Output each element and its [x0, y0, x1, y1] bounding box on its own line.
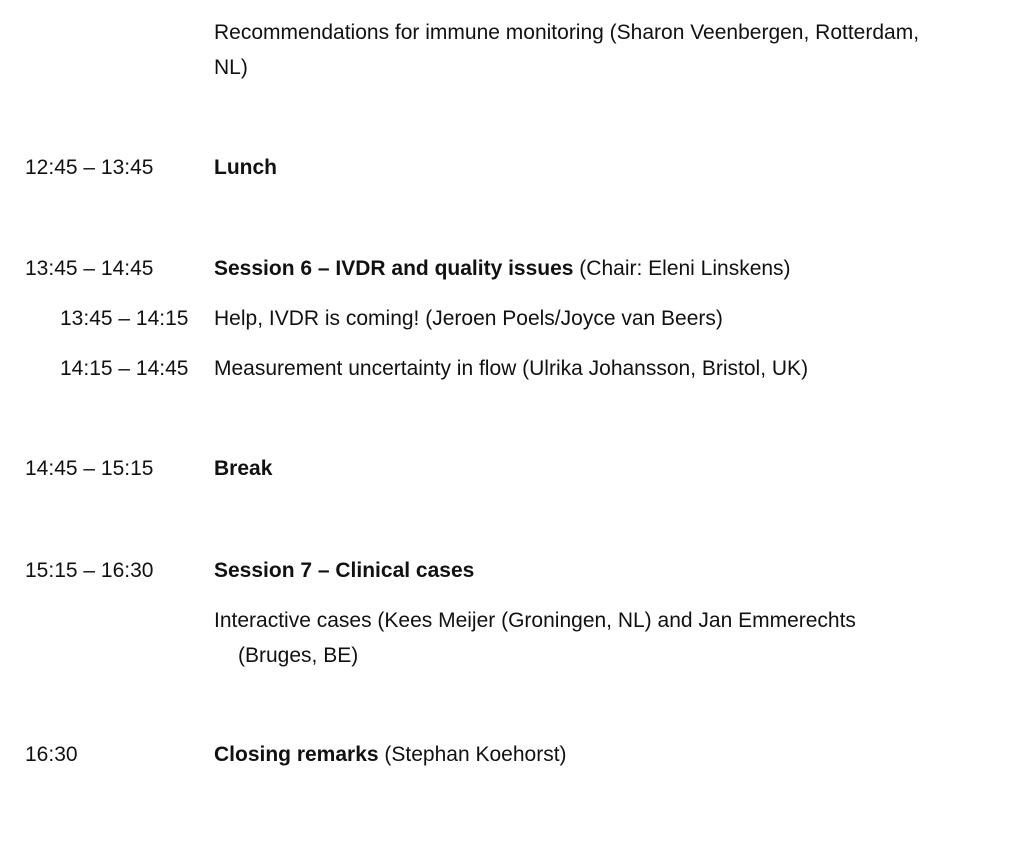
talk-title: Measurement uncertainty in flow (Ulrika Johansson, Bristol, UK) — [214, 357, 809, 380]
session7-talk-line1: Interactive cases (Kees Meijer (Groningen, NL) and Jan Emmerechts — [214, 609, 856, 632]
closing-speaker: (Stephan Koehorst) — [378, 743, 567, 766]
session7-title: Session 7 – Clinical cases — [214, 559, 475, 582]
closing-heading — [214, 742, 567, 768]
break-time: 14:45 – 15:15 — [25, 457, 154, 480]
closing-title: Closing remarks — [214, 743, 379, 766]
session6-time: 13:45 – 14:45 — [25, 257, 154, 280]
talk-recommendations-line1: Recommendations for immune monitoring (Sharon Veenbergen, Rotterdam, — [214, 21, 920, 44]
session7-talk-line2: (Bruges, BE) — [238, 644, 359, 667]
talk-recommendations-line2: NL) — [214, 56, 248, 79]
session6-title: Session 6 – IVDR and quality issues — [214, 257, 574, 280]
session6-chair: (Chair: Eleni Linskens) — [573, 257, 791, 280]
lunch-title: Lunch — [214, 156, 277, 179]
talk-time: 14:15 – 14:45 — [60, 357, 189, 380]
break-title: Break — [214, 457, 273, 480]
session6-heading — [214, 256, 791, 282]
talk-time: 13:45 – 14:15 — [60, 307, 189, 330]
session7-time: 15:15 – 16:30 — [25, 559, 154, 582]
talk-title: Help, IVDR is coming! (Jeroen Poels/Joyce van Beers) — [214, 307, 723, 330]
lunch-time: 12:45 – 13:45 — [25, 156, 154, 179]
closing-time: 16:30 — [25, 743, 78, 766]
